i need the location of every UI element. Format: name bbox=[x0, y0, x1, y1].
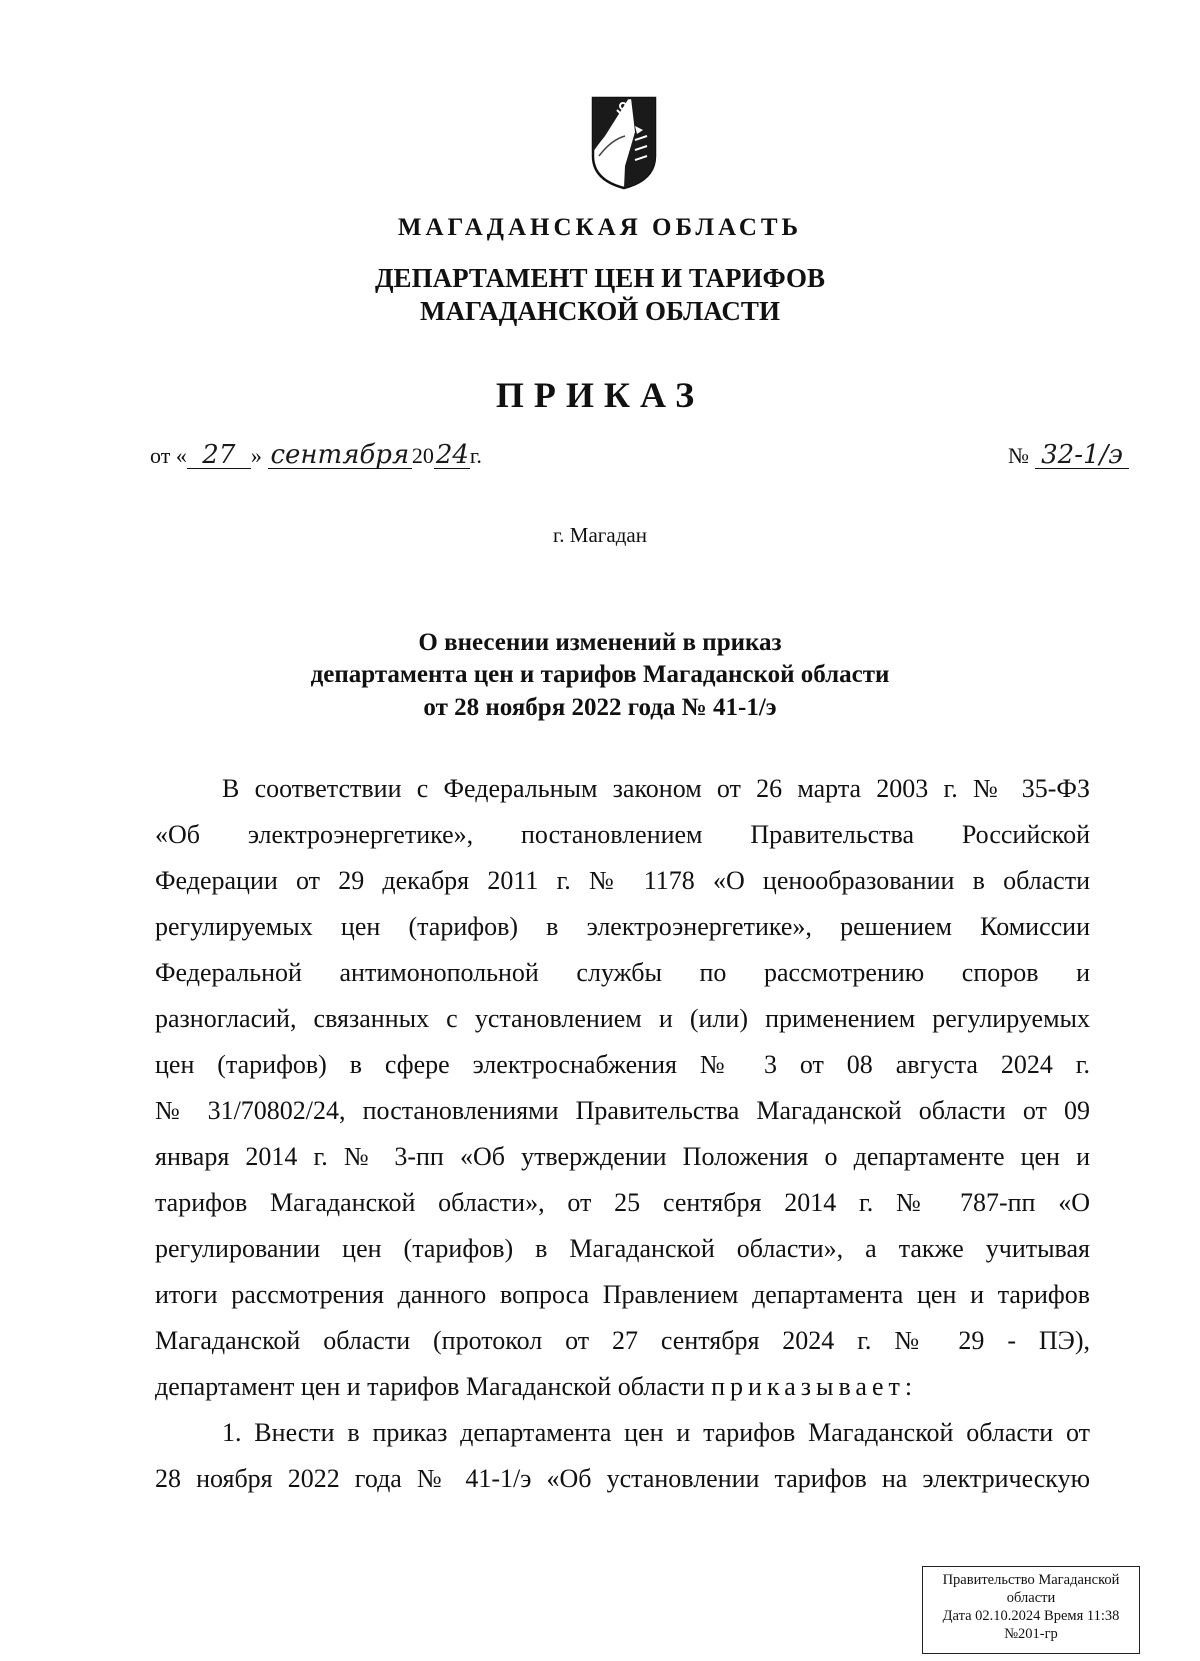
city-label: г. Магадан bbox=[553, 523, 647, 547]
operative-verb: приказывает: bbox=[711, 1372, 918, 1401]
body-line: № 31/70802/24, постановлениями Правительства Магаданской области от 09 bbox=[155, 1096, 1090, 1125]
body-line: итоги рассмотрения данного вопроса Правлением департамента цен и тарифов bbox=[155, 1280, 1090, 1309]
body-line: тарифов Магаданской области», от 25 сентября 2014 г. № 787-пп «О bbox=[155, 1188, 1090, 1217]
stamp-line1: Правительство Магаданской bbox=[942, 1572, 1120, 1588]
department-title-line1: ДЕПАРТАМЕНТ ЦЕН И ТАРИФОВ bbox=[374, 263, 826, 293]
order-date bbox=[150, 442, 482, 469]
date-prefix: от « bbox=[150, 443, 187, 468]
document-type-title: ПРИКАЗ bbox=[495, 375, 705, 415]
number-prefix: № bbox=[1008, 443, 1029, 468]
item1-line1: 1. Внести в приказ департамента цен и тарифов Магаданской области от bbox=[222, 1418, 1090, 1447]
coat-of-arms-icon bbox=[591, 96, 657, 190]
date-quote-close: » bbox=[250, 443, 262, 468]
subject-line1: О внесении изменений в приказ bbox=[418, 629, 782, 656]
operative-text: департамент цен и тарифов Магаданской области bbox=[155, 1372, 712, 1401]
body-line: Федерации от 29 декабря 2011 г. № 1178 «О ценообразовании в области bbox=[155, 866, 1090, 895]
body-line-operative bbox=[155, 1372, 1090, 1402]
body-line: цен (тарифов) в сфере электроснабжения № 3 от 08 августа 2024 г. bbox=[155, 1050, 1090, 1079]
body-line: регулируемых цен (тарифов) в электроэнергетике», решением Комиссии bbox=[155, 912, 1090, 941]
region-title: МАГАДАНСКАЯ ОБЛАСТЬ bbox=[397, 214, 803, 241]
date-year-prefix: 20 bbox=[411, 443, 434, 468]
department-title-line2: МАГАДАНСКОЙ ОБЛАСТИ bbox=[420, 296, 780, 326]
item1-line2: 28 ноября 2022 года № 41-1/э «Об установлении тарифов на электрическую bbox=[155, 1464, 1090, 1493]
body-line: Федеральной антимонопольной службы по рассмотрению споров и bbox=[155, 958, 1090, 987]
order-number bbox=[1008, 442, 1129, 469]
stamp-line2: области bbox=[1006, 1590, 1056, 1606]
date-month-handwritten: сентября bbox=[268, 442, 412, 469]
number-handwritten: 32-1/э bbox=[1035, 442, 1129, 469]
subject-line2: департамента цен и тарифов Магаданской области bbox=[310, 661, 890, 688]
body-line: января 2014 г. № 3-пп «Об утверждении Положения о департаменте цен и bbox=[155, 1142, 1090, 1171]
date-year-handwritten: 24 bbox=[435, 440, 469, 470]
stamp-line4: №201-гр bbox=[1004, 1626, 1058, 1642]
stamp-line3: Дата 02.10.2024 Время 11:38 bbox=[942, 1608, 1120, 1624]
date-year-suffix: г. bbox=[469, 443, 482, 468]
subject-line3: от 28 ноября 2022 года № 41-1/э bbox=[423, 694, 777, 721]
body-line: «Об электроэнергетике», постановлением Правительства Российской bbox=[155, 820, 1090, 849]
body-line: Магаданской области (протокол от 27 сентября 2024 г. № 29 - ПЭ), bbox=[155, 1326, 1090, 1355]
registration-stamp bbox=[922, 1566, 1140, 1654]
body-line: разногласий, связанных с установлением и (или) применением регулируемых bbox=[155, 1004, 1090, 1033]
body-line: регулировании цен (тарифов) в Магаданской области», а также учитывая bbox=[155, 1234, 1090, 1263]
date-day-handwritten: 27 bbox=[187, 442, 251, 469]
body-line: В соответствии с Федеральным законом от 26 марта 2003 г. № 35-ФЗ bbox=[222, 774, 1090, 803]
